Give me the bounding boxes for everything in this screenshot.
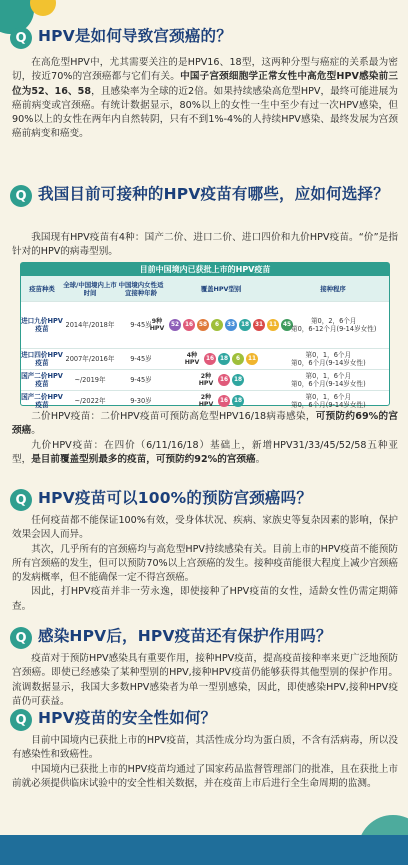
- table-row: [21, 348, 389, 369]
- hpv-type-dot: 18: [218, 353, 230, 365]
- section-5-body: [12, 734, 398, 791]
- highlight-text: 是目前覆盖型别最多的疫苗，可预防约92%的宫颈癌: [31, 453, 256, 465]
- vaccine-name: 进口四价HPV疫苗: [21, 350, 63, 367]
- schedule-line: 第0，6个月(9-14岁女性): [291, 359, 366, 367]
- schedule-line: 第0，6个月(9-14岁女性): [291, 380, 366, 388]
- coverage-cell: [165, 370, 277, 390]
- section-2-body: [12, 231, 398, 260]
- nonavalent-note: 九价HPV疫苗：在四价（6/11/16/18）基础上，新增HPV31/33/45/52/58五种亚型，是目前覆盖型别最多的疫苗，可预防约92%的宫颈癌。: [12, 439, 398, 465]
- section-3-heading: [10, 488, 312, 511]
- hpv-type-dot: 16: [204, 353, 216, 365]
- table-body: [21, 301, 389, 411]
- bivalent-note: 二价HPV疫苗：二价HPV疫苗可预防高危型HPV16/18病毒感染，可预防约69%的宫颈癌。: [12, 411, 398, 437]
- section-1-title: HPV是如何导致宫颈癌的？: [38, 27, 232, 45]
- section-4-paragraph: 疫苗对于预防HPV感染具有重要作用，接种HPV疫苗，提高疫苗接种率来更广泛地预防宫颈癌。即使已经感染了某种型别的HPV,接种HPV疫苗仍能够获得其他型别的保护作用。流调数据显示，我国大多数HPV感染者为单一型别感染，因此，即使感染HPV,接种HPV疫苗仍可获益。: [12, 653, 398, 707]
- section-2-paragraph: 我国现有HPV疫苗有4种：国产二价、进口二价、进口四价和九价HPV疫苗。“价”是指针对的HPV的病毒型别。: [12, 232, 398, 258]
- hpv-type-dot: 45: [281, 319, 293, 331]
- table-caption: 目前中国境内已获批上市的HPV疫苗: [21, 263, 389, 276]
- q-badge: Q: [10, 185, 32, 207]
- section-5-paragraph: 目前中国境内已获批上市的HPV疫苗，其活性成分均为蛋白质，不含有活病毒，所以没有感染性和致癌性。: [12, 735, 398, 761]
- valence-label: 4种HPV: [184, 351, 200, 366]
- hpv-type-dot: 58: [197, 319, 209, 331]
- valence-label: 2种HPV: [198, 372, 214, 387]
- launch-date: ~/2019年: [74, 375, 106, 384]
- section-4-heading: [10, 626, 332, 649]
- age-range: 9-45岁: [130, 320, 152, 329]
- schedule-cell: [277, 391, 389, 411]
- table-header-cell: 覆盖HPV型别: [200, 284, 242, 293]
- hpv-type-dot: 16: [218, 374, 230, 386]
- section-5-title: HPV疫苗的安全性如何？: [38, 709, 217, 727]
- hpv-type-dot: 18: [239, 319, 251, 331]
- hpv-type-dot: 16: [218, 395, 230, 407]
- coverage-cell: [165, 349, 277, 369]
- schedule-cell: [277, 370, 389, 390]
- schedule-line: 第0，2，6个月: [310, 316, 357, 325]
- hpv-type-dot: 11: [267, 319, 279, 331]
- section-5-heading: [10, 708, 216, 731]
- highlight-text: 中国子宫颈细胞学正常女性中高危型HPV感染前三位为52、16、58: [12, 71, 398, 97]
- vaccine-name: 国产二价HPV疫苗: [21, 392, 63, 409]
- hpv-type-dot: 52: [169, 319, 181, 331]
- table-header-cell: 接种程序: [320, 284, 346, 293]
- age-range: 9-30岁: [130, 396, 152, 405]
- q-badge: Q: [10, 27, 32, 49]
- hpv-type-dot: 6: [232, 353, 244, 365]
- valence-label: 2种HPV: [198, 393, 214, 408]
- q-badge: Q: [10, 489, 32, 511]
- table-header-cell: 中国境内女性适宜接种年龄: [118, 280, 164, 297]
- section-2-heading: [10, 184, 400, 207]
- hpv-type-dot: 33: [225, 319, 237, 331]
- table-row: [21, 369, 389, 390]
- schedule-line: 第0，1，6个月: [305, 392, 352, 401]
- section-1-paragraph: 在高危型HPV中，尤其需要关注的是HPV16、18型，这两种分型与癌症的关系最为密切，按近70%的宫颈癌都与它们有关。中国子宫颈细胞学正常女性中高危型HPV感染前三位为52、16、58，且感染率为全球的近2倍。如果持续感染高危型HPV，最终可能进展为癌前病变或宫颈癌。有统计数据显示，80%以上的女性一生中至少有过一次HPV感染，但90%以上的女性在两年内自然转阴，只有不到1%-4%的人持续HPV感染、最终发展为宫颈癌前病变和癌变。: [12, 57, 398, 140]
- section-5-paragraph: 中国境内已获批上市的HPV疫苗均通过了国家药品监督管理部门的批准，且在获批上市前就必须提供临床试验中的安全性相关数据，并在疫苗上市后进行全生命周期的监测。: [12, 763, 398, 789]
- hpv-type-dot: 31: [253, 319, 265, 331]
- hpv-type-dot: 18: [232, 374, 244, 386]
- schedule-cell: [277, 302, 389, 348]
- table-header-row: [21, 276, 389, 301]
- vaccine-table: [20, 262, 390, 409]
- q-badge: Q: [10, 627, 32, 649]
- table-row: [21, 301, 389, 348]
- highlight-text: 可预防约69%的宫颈癌: [12, 411, 398, 437]
- age-range: 9-45岁: [130, 354, 152, 363]
- launch-date: 2007年/2016年: [65, 354, 115, 363]
- hpv-type-dot: 18: [232, 395, 244, 407]
- section-1-heading: [10, 26, 232, 49]
- q-badge: Q: [10, 709, 32, 731]
- schedule-line: 第0，6-12个月(9-14岁女性): [291, 325, 377, 333]
- section-3-paragraph: 其次，几乎所有的宫颈癌均与高危型HPV持续感染有关。目前上市的HPV疫苗不能预防所有宫颈癌的发生，但可以预防70%以上宫颈癌的发生。接种疫苗能很大程度上减少宫颈癌的发病概率，但不能确保一定不得宫颈癌。: [12, 543, 398, 584]
- table-row: [21, 390, 389, 411]
- table-header-cell: 疫苗种类: [29, 284, 55, 293]
- section-3-paragraph: 因此，打HPV疫苗并非一劳永逸，即使接种了HPV疫苗的女性，适龄女性仍需定期筛查。: [12, 586, 398, 612]
- vaccine-notes: [12, 410, 398, 467]
- section-4-body: [12, 652, 398, 709]
- launch-date: 2014年/2018年: [65, 320, 115, 329]
- table-header-cell: 全球/中国境内上市时间: [63, 280, 117, 297]
- section-1-body: [12, 56, 398, 142]
- schedule-line: 第0，1，6个月: [305, 371, 352, 380]
- coverage-cell: [165, 391, 277, 411]
- hpv-type-dot: 11: [246, 353, 258, 365]
- age-range: 9-45岁: [130, 375, 152, 384]
- section-4-title: 感染HPV后，HPV疫苗还有保护作用吗？: [38, 627, 332, 645]
- schedule-line: 第0，1，6个月: [305, 350, 352, 359]
- vaccine-name: 进口九价HPV疫苗: [21, 316, 63, 333]
- footer-band: [0, 835, 408, 865]
- coverage-cell: [149, 302, 292, 348]
- launch-date: ~/2022年: [74, 396, 106, 405]
- section-3-paragraph: 任何疫苗都不能保证100%有效，受身体状况、疾病、家族史等复杂因素的影响，保护效果会因人而异。: [12, 515, 398, 541]
- section-3-body: [12, 514, 398, 614]
- section-2-title: 我国目前可接种的HPV疫苗有哪些，应如何选择？: [38, 185, 389, 203]
- hpv-type-dot: 16: [183, 319, 195, 331]
- decor-circle-yellow: [30, 0, 56, 16]
- valence-label: 9种HPV: [149, 317, 165, 332]
- section-3-title: HPV疫苗可以100%的预防宫颈癌吗？: [38, 489, 313, 507]
- hpv-type-dot: 6: [211, 319, 223, 331]
- schedule-line: 第0，6个月(9-14岁女性): [291, 401, 366, 409]
- vaccine-name: 国产二价HPV疫苗: [21, 371, 63, 388]
- schedule-cell: [277, 349, 389, 369]
